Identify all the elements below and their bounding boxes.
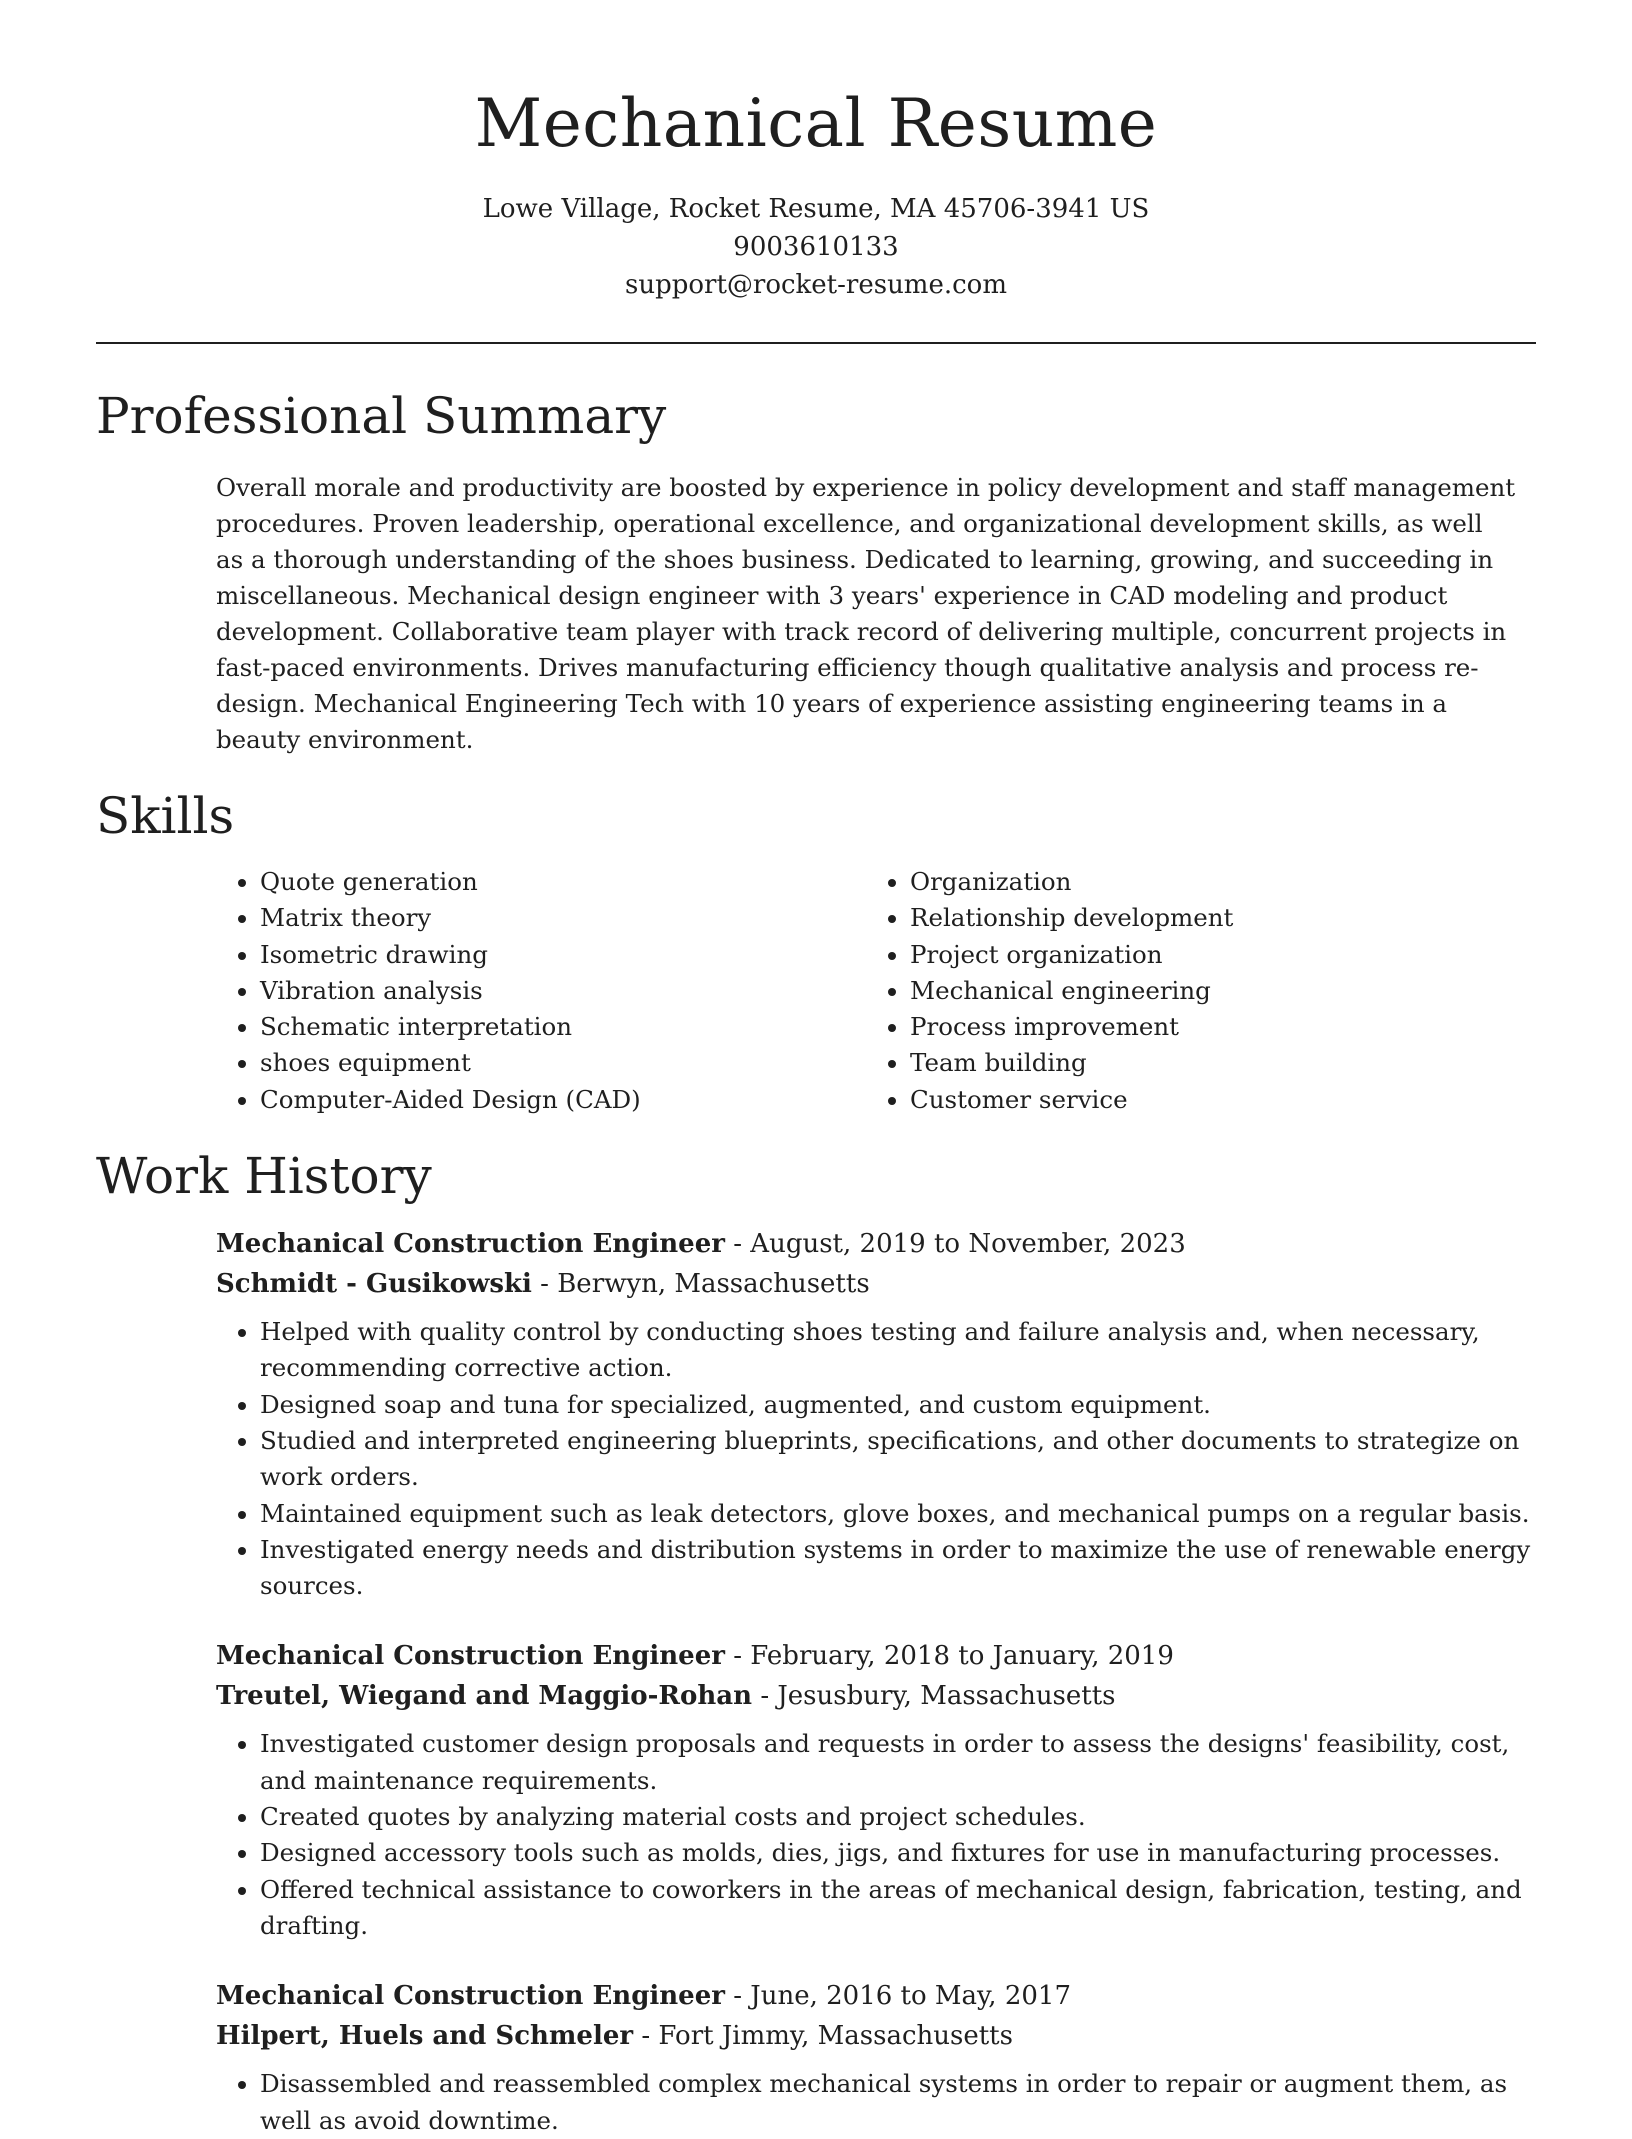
skill-item: • Schematic interpretation xyxy=(260,1009,866,1045)
job-bullets xyxy=(216,1314,1536,1604)
work-history-heading: Work History xyxy=(96,1147,432,1206)
skills-heading: Skills xyxy=(96,787,235,845)
job-entry xyxy=(216,1224,1536,1604)
job-bullet: • Created quotes by analyzing material costs and project schedules. xyxy=(260,1799,1536,1835)
job-dates: August, 2019 to November, 2023 xyxy=(750,1229,1186,1260)
skill-item: • Isometric drawing xyxy=(260,937,866,973)
job-separator: - xyxy=(641,2021,659,2052)
job-separator: - xyxy=(760,1681,778,1712)
job-location: Jesusbury, Massachusetts xyxy=(777,1681,1116,1712)
skill-item: • Vibration analysis xyxy=(260,973,866,1009)
skills-column-left xyxy=(216,864,866,1118)
resume-page xyxy=(96,0,1536,2139)
job-role: Mechanical Construction Engineer xyxy=(216,1641,725,1672)
job-bullet: • Designed accessory tools such as molds, dies, jigs, and fixtures for use in manufacturing processes. xyxy=(260,1835,1536,1871)
job-bullets xyxy=(216,1726,1536,1944)
job-location: Berwyn, Massachusetts xyxy=(557,1269,870,1300)
job-bullet: • Investigated energy needs and distribution systems in order to maximize the use of renewable energy sources. xyxy=(260,1532,1536,1605)
skill-item: • Relationship development xyxy=(910,900,1516,936)
contact-phone: 9003610133 xyxy=(733,232,899,262)
job-title-line xyxy=(216,1976,1536,2016)
summary-text: Overall morale and productivity are boosted by experience in policy development and staff management procedures. Proven leadership, operational excellence, and organizational development skills, as well as a thorough understanding of the shoes business. Dedicated to learning, growing, and succeeding in miscellaneous. Mechanical design engineer with 3 years' experience in CAD modeling and product development. Collaborative team player with track record of delivering multiple, concurrent projects in fast-paced environments. Drives manufacturing efficiency though qualitative analysis and process re-design. Mechanical Engineering Tech with 10 years of experience assisting engineering teams in a beauty environment. xyxy=(216,473,1516,754)
skill-item: • Computer-Aided Design (CAD) xyxy=(260,1082,866,1118)
job-location: Fort Jimmy, Massachusetts xyxy=(658,2021,1013,2052)
job-separator: - xyxy=(733,1981,751,2012)
resume-header xyxy=(96,0,1536,304)
job-dates: June, 2016 to May, 2017 xyxy=(750,1981,1071,2012)
job-bullet: • Disassembled and reassembled complex mechanical systems in order to repair or augment them, as well as avoid downtime. xyxy=(260,2066,1536,2139)
contact-address: Lowe Village, Rocket Resume, MA 45706-3941 US xyxy=(482,194,1150,224)
skill-item: • Process improvement xyxy=(910,1009,1516,1045)
job-entry xyxy=(216,1976,1536,2139)
job-bullet: • Helped with quality control by conducting shoes testing and failure analysis and, when necessary, recommending corrective action. xyxy=(260,1314,1536,1387)
job-role: Mechanical Construction Engineer xyxy=(216,1981,725,2012)
job-role: Mechanical Construction Engineer xyxy=(216,1229,725,1260)
job-dates: February, 2018 to January, 2019 xyxy=(750,1641,1174,1672)
job-bullets xyxy=(216,2066,1536,2139)
skill-item: • Quote generation xyxy=(260,864,866,900)
contact-block xyxy=(96,190,1536,304)
job-company-line xyxy=(216,1676,1536,1716)
job-separator: - xyxy=(733,1641,751,1672)
skill-item: • Customer service xyxy=(910,1082,1516,1118)
job-company: Treutel, Wiegand and Maggio-Rohan xyxy=(216,1681,753,1712)
contact-email: support@rocket-resume.com xyxy=(624,270,1007,300)
job-company-line xyxy=(216,2016,1536,2056)
skill-item: • Project organization xyxy=(910,937,1516,973)
summary-heading: Professional Summary xyxy=(96,387,667,445)
job-bullet: • Studied and interpreted engineering blueprints, specifications, and other documents to strategize on work orders. xyxy=(260,1423,1536,1496)
skill-item: • Organization xyxy=(910,864,1516,900)
job-bullet: • Investigated customer design proposals and requests in order to assess the designs' feasibility, cost, and maintenance requirements. xyxy=(260,1726,1536,1799)
job-separator: - xyxy=(733,1229,751,1260)
job-bullet: • Maintained equipment such as leak detectors, glove boxes, and mechanical pumps on a regular basis. xyxy=(260,1496,1536,1532)
job-separator: - xyxy=(540,1269,558,1300)
job-bullet: • Offered technical assistance to coworkers in the areas of mechanical design, fabrication, testing, and drafting. xyxy=(260,1872,1536,1945)
skills-column-right xyxy=(866,864,1516,1118)
skill-item: • Matrix theory xyxy=(260,900,866,936)
job-entry xyxy=(216,1636,1536,1944)
job-title-line xyxy=(216,1636,1536,1676)
job-company: Schmidt - Gusikowski xyxy=(216,1269,532,1300)
skill-item: • Team building xyxy=(910,1045,1516,1081)
job-title-line xyxy=(216,1224,1536,1264)
skills-list xyxy=(216,864,1516,1118)
header-divider xyxy=(96,342,1536,344)
skill-item: • Mechanical engineering xyxy=(910,973,1516,1009)
job-bullet: • Designed soap and tuna for specialized, augmented, and custom equipment. xyxy=(260,1387,1536,1423)
job-company-line xyxy=(216,1264,1536,1304)
job-company: Hilpert, Huels and Schmeler xyxy=(216,2021,634,2052)
resume-name: Mechanical Resume xyxy=(474,85,1158,162)
skill-item: • shoes equipment xyxy=(260,1045,866,1081)
